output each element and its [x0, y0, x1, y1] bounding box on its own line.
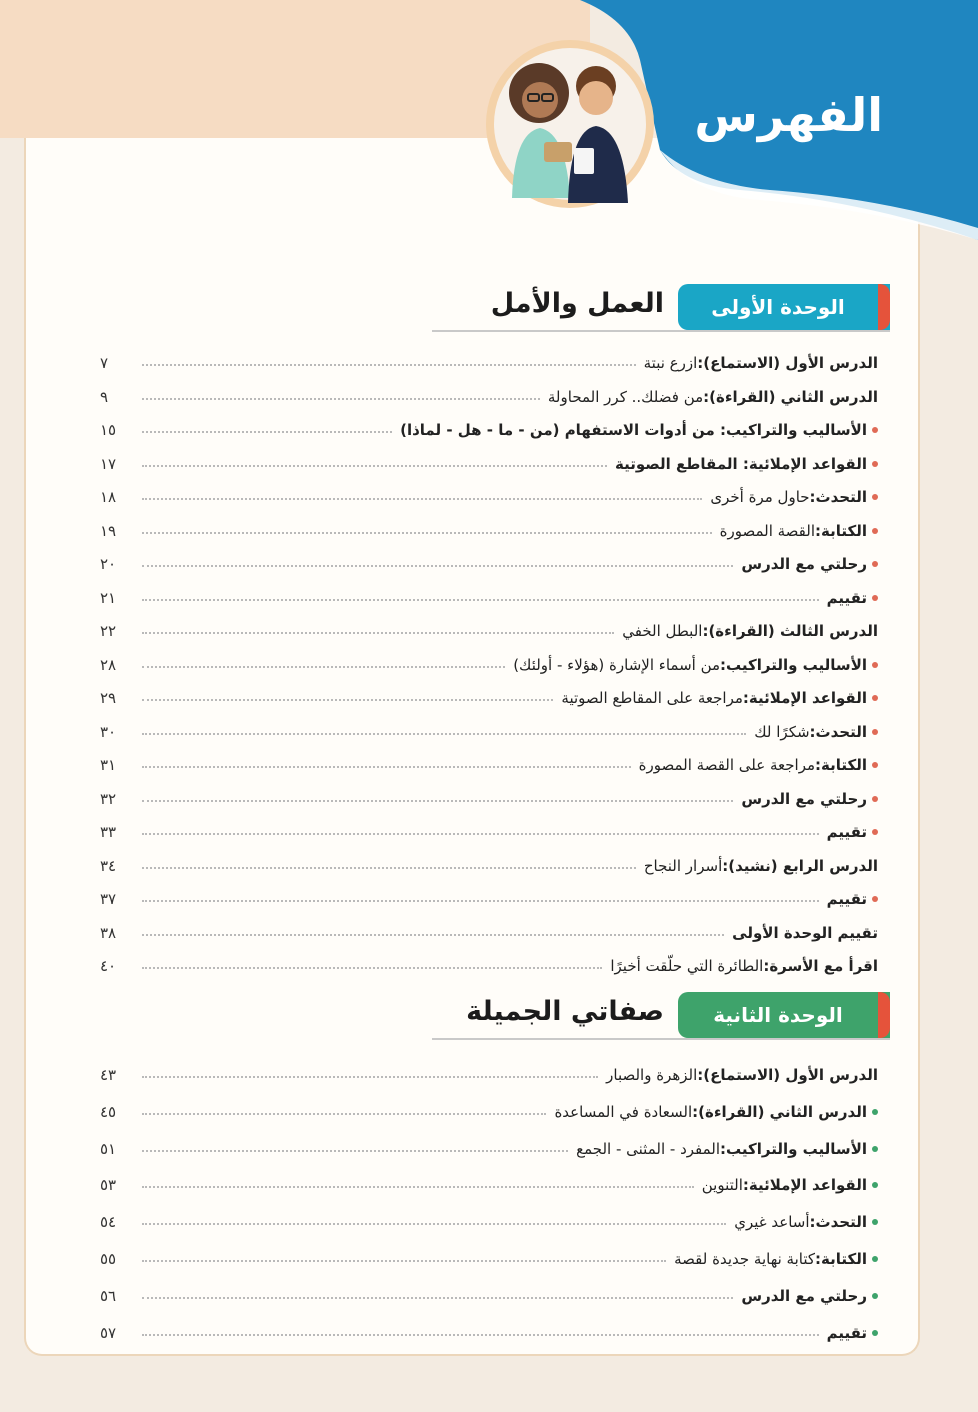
bullet-icon [872, 1330, 878, 1336]
unit-1-rule [432, 330, 890, 332]
toc-entry-text [666, 1250, 878, 1268]
page-number: ١٨ [100, 488, 117, 506]
unit-2-title: صفاتي الجميلة [466, 996, 664, 1027]
page-number: ١٩ [100, 521, 117, 540]
toc-entry [100, 577, 878, 607]
toc-entry-text [733, 790, 878, 808]
bullet-icon [872, 494, 878, 500]
toc-entry-label: الدرس الثاني (القراءة): [692, 1102, 867, 1121]
toc-entry [100, 1238, 878, 1268]
toc-entry [100, 1312, 878, 1342]
toc-entry-text [712, 522, 878, 540]
page-number: ٣٨ [100, 923, 117, 942]
page-number: ٢٨ [100, 655, 117, 674]
toc-entry [100, 878, 878, 908]
page-number: ٢٢ [100, 622, 117, 640]
bullet-icon [872, 695, 878, 701]
toc-entry-text [726, 1213, 878, 1231]
dotted-leader [142, 1223, 726, 1225]
page-number: ٣٠ [100, 722, 117, 741]
dotted-leader [142, 833, 819, 835]
toc-entry [100, 342, 878, 372]
toc-entry-title: مراجعة على المقاطع الصوتية [561, 689, 743, 707]
page-number: ٢٠ [100, 555, 117, 573]
toc-entry-label: القواعد الإملائية: [742, 689, 867, 707]
toc-entry-text [746, 723, 878, 741]
page-number: ١٥ [100, 421, 117, 439]
toc-entry-label: القواعد الإملائية: [742, 1176, 867, 1195]
toc-entry [100, 744, 878, 774]
toc-entry-title: الزهرة والصبار [606, 1066, 698, 1084]
dotted-leader [142, 1334, 819, 1336]
dotted-leader [142, 532, 712, 534]
toc-entry-label: تقييم [826, 1323, 867, 1342]
dotted-leader [142, 666, 505, 668]
toc-entry-text [602, 957, 878, 975]
toc-entry [100, 912, 878, 942]
toc-entry-text [392, 421, 878, 439]
bullet-icon [872, 1146, 878, 1152]
unit-1-header [430, 284, 890, 330]
toc-entry [100, 1054, 878, 1084]
toc-entry-title: السعادة في المساعدة [554, 1102, 693, 1121]
bullet-icon [872, 528, 878, 534]
bullet-icon [872, 662, 878, 668]
dotted-leader [142, 364, 636, 366]
toc-entry-label: رحلتي مع الدرس [741, 555, 867, 573]
toc-entry-label: التحدث: [809, 1213, 867, 1232]
page-number: ٣٧ [100, 890, 117, 908]
page-number: ٥٧ [100, 1323, 117, 1342]
dotted-leader [142, 632, 614, 634]
toc-entry-label: الدرس الثاني (القراءة): [703, 387, 878, 406]
dotted-leader [142, 800, 733, 802]
bullet-icon [872, 1109, 878, 1115]
bullet-icon [872, 896, 878, 902]
dotted-leader [142, 699, 553, 701]
toc-entry [100, 1091, 878, 1121]
dotted-leader [142, 733, 746, 735]
toc-entry-title: أسرار النجاح [643, 856, 723, 875]
toc-entry-label: التحدث: [809, 488, 867, 506]
bullet-icon [872, 561, 878, 567]
toc-entry-label: الدرس الأول (الاستماع): [697, 1066, 878, 1084]
dotted-leader [142, 1076, 598, 1078]
toc-entry-text [598, 1066, 878, 1084]
toc-entry [100, 811, 878, 841]
toc-entry [100, 845, 878, 875]
page-number: ٥٥ [100, 1250, 117, 1268]
toc-entry-title: شكرًا لك [754, 722, 810, 741]
dotted-leader [142, 967, 602, 969]
bullet-icon [872, 1182, 878, 1188]
toc-entry-label: الأساليب والتراكيب: [720, 655, 867, 674]
dotted-leader [142, 1150, 568, 1152]
bullet-icon [872, 1293, 878, 1299]
toc-entry-text [553, 689, 878, 707]
page-number: ٤٠ [100, 957, 117, 975]
toc-entry [100, 1128, 878, 1158]
toc-entry-title: البطل الخفي [622, 622, 703, 640]
toc-entry-text [540, 388, 878, 406]
bullet-icon [872, 729, 878, 735]
dotted-leader [142, 934, 724, 936]
dotted-leader [142, 867, 636, 869]
toc-entry-text [631, 756, 878, 774]
toc-entry-label: رحلتي مع الدرس [741, 789, 867, 808]
bullet-icon [872, 461, 878, 467]
toc-entry [100, 610, 878, 640]
toc-entry [100, 644, 878, 674]
toc-entry [100, 677, 878, 707]
toc-entry [100, 778, 878, 808]
unit-2-badge [678, 992, 890, 1038]
toc-entry-title: المفرد - المثنى - الجمع [576, 1139, 721, 1158]
page-number: ٥٣ [100, 1176, 117, 1195]
unit-1-badge-edge [878, 284, 890, 330]
toc-entry-label: الكتابة: [815, 1250, 867, 1268]
toc-entry-label: رحلتي مع الدرس [741, 1286, 867, 1305]
toc-entry-label: تقييم [826, 890, 867, 908]
toc-entry-label: تقييم [826, 588, 867, 607]
dotted-leader [142, 1113, 546, 1115]
toc-entry-title: مراجعة على القصة المصورة [638, 756, 816, 774]
toc-entry [100, 711, 878, 741]
toc-entry-label: الكتابة: [815, 521, 867, 540]
toc-entry [100, 409, 878, 439]
bullet-icon [872, 829, 878, 835]
toc-entry-text [694, 1176, 878, 1194]
toc-entry-text [819, 823, 878, 841]
toc-entry-text [636, 354, 878, 372]
unit-1-title: العمل والأمل [490, 288, 664, 319]
bullet-icon [872, 1219, 878, 1225]
page-number: ٤٣ [100, 1066, 117, 1084]
toc-entry-label: تقييم الوحدة الأولى [732, 923, 878, 942]
toc-entry-text [636, 857, 878, 875]
toc-entry-text [733, 1287, 878, 1305]
toc-entry [100, 443, 878, 473]
toc-entry-label: الأساليب والتراكيب: من أدوات الاستفهام (من - ما - هل - لماذا) [400, 421, 867, 439]
toc-entry-text [614, 622, 878, 640]
unit-1-badge [678, 284, 890, 330]
toc-entry [100, 510, 878, 540]
dotted-leader [142, 1260, 666, 1262]
toc-entry-label: القواعد الإملائية: المقاطع الصوتية [615, 454, 867, 473]
page-title: الفهرس [694, 88, 883, 142]
toc-entry-text [505, 656, 878, 674]
toc-entry [100, 376, 878, 406]
page-number: ٣٣ [100, 823, 117, 841]
bullet-icon [872, 427, 878, 433]
toc-entry-text [607, 455, 878, 473]
children-photo [484, 38, 656, 210]
toc-entry-title: أساعد غيري [734, 1213, 810, 1232]
toc-entry-text [819, 589, 878, 607]
dotted-leader [142, 599, 819, 601]
toc-entry-label: تقييم [826, 823, 867, 841]
page-number: ٢١ [100, 588, 117, 607]
toc-entry-title: كتابة نهاية جديدة لقصة [674, 1250, 816, 1268]
toc-entry-label: الدرس الثالث (القراءة): [702, 622, 878, 640]
page-number: ٤٥ [100, 1102, 117, 1121]
toc-entry-label: الكتابة: [815, 756, 867, 774]
page-number: ٢٩ [100, 689, 117, 707]
page-number: ٥٤ [100, 1213, 117, 1232]
dotted-leader [142, 900, 819, 902]
unit-1-badge-label: الوحدة الأولى [711, 295, 845, 319]
page-number: ٣٤ [100, 856, 117, 875]
toc-entry-text [568, 1140, 878, 1158]
toc-entry-text [819, 1324, 878, 1342]
unit-2-rule [432, 1038, 890, 1040]
toc-entry-title: الطائرة التي حلّقت أخيرًا [610, 957, 764, 975]
dotted-leader [142, 465, 607, 467]
page-number: ٣٢ [100, 789, 117, 808]
toc-entry [100, 1164, 878, 1194]
toc-entry-label: اقرأ مع الأسرة: [763, 957, 878, 975]
bullet-icon [872, 796, 878, 802]
dotted-leader [142, 498, 702, 500]
toc-entry-text [702, 488, 878, 506]
toc-entry [100, 476, 878, 506]
toc-entry-title: من فضلك.. كرر المحاولة [547, 387, 704, 406]
page-number: ٥١ [100, 1139, 117, 1158]
toc-entry [100, 1201, 878, 1231]
toc-entry [100, 543, 878, 573]
page-number: ٥٦ [100, 1286, 117, 1305]
toc-entry-title: ازرع نبتة [643, 354, 698, 372]
toc-entry-text [733, 555, 878, 573]
toc-entry-label: الأساليب والتراكيب: [720, 1139, 867, 1158]
toc-entry-text [724, 924, 878, 942]
toc-entry-label: الدرس الرابع (نشيد): [722, 856, 878, 875]
toc-entry-text [546, 1103, 878, 1121]
dotted-leader [142, 766, 631, 768]
bullet-icon [872, 595, 878, 601]
page-number: ٩ [100, 387, 109, 406]
toc-entry-title: التنوين [701, 1176, 743, 1195]
bullet-icon [872, 1256, 878, 1262]
toc-entry-title: حاول مرة أخرى [710, 488, 810, 506]
toc-entry-title: القصة المصورة [719, 521, 816, 540]
dotted-leader [142, 431, 392, 433]
dotted-leader [142, 1297, 733, 1299]
toc-entry-text [819, 890, 878, 908]
dotted-leader [142, 1186, 694, 1188]
page-number: ٣١ [100, 756, 117, 774]
dotted-leader [142, 565, 733, 567]
page-number: ١٧ [100, 454, 117, 473]
toc-entry-label: الدرس الأول (الاستماع): [697, 354, 878, 372]
toc-entry [100, 945, 878, 975]
toc-entry [100, 1275, 878, 1305]
unit-2-badge-edge [878, 992, 890, 1038]
unit-2-header [430, 992, 890, 1038]
page-number: ٧ [100, 354, 109, 372]
toc-entry-title: من أسماء الإشارة (هؤلاء - أولئك) [513, 655, 721, 674]
dotted-leader [142, 398, 540, 400]
toc-entry-label: التحدث: [809, 722, 867, 741]
bullet-icon [872, 762, 878, 768]
unit-2-badge-label: الوحدة الثانية [713, 1003, 843, 1027]
